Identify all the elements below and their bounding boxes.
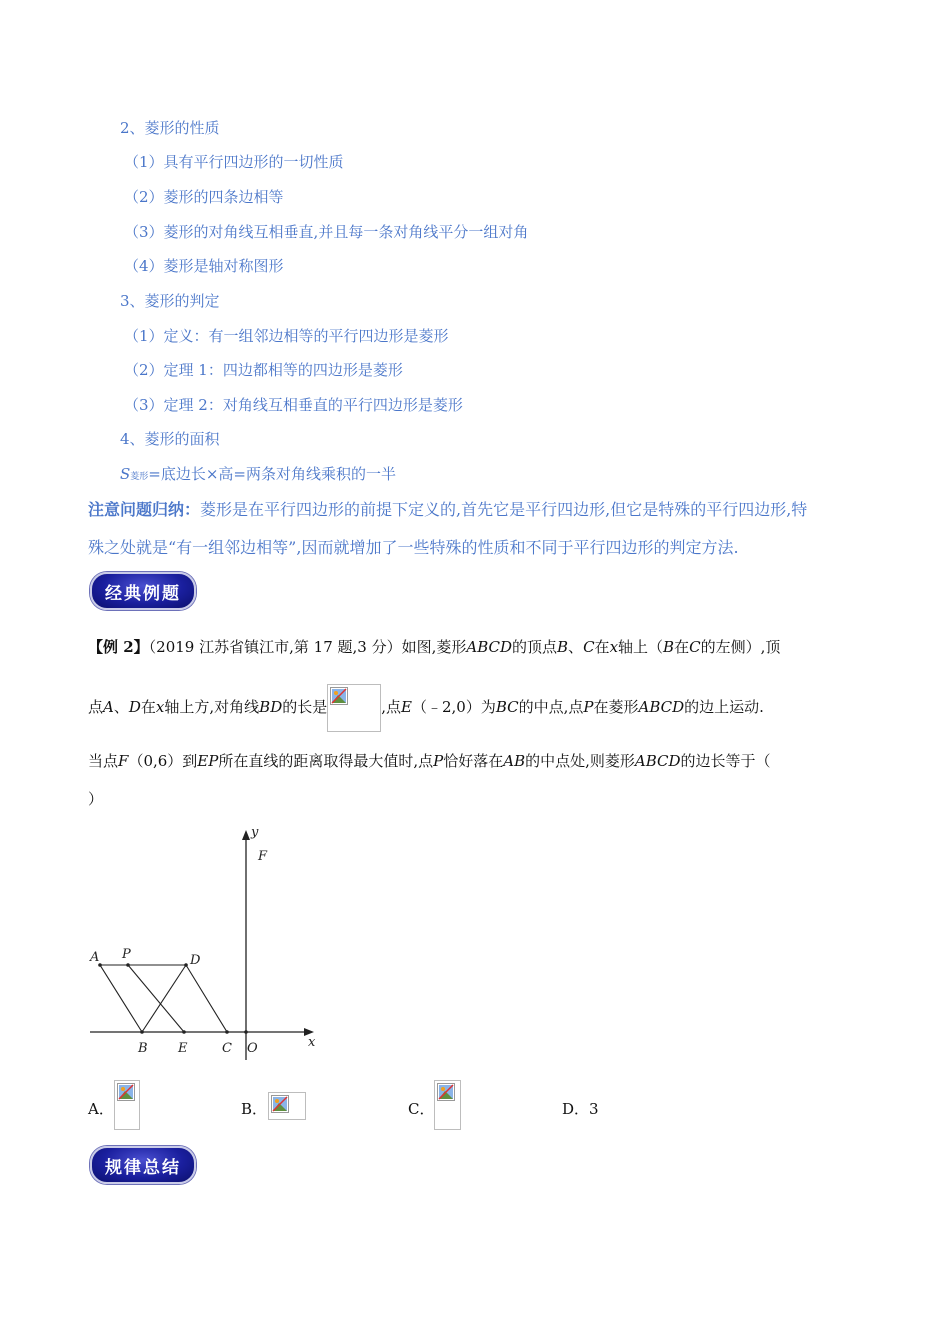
property-item-4: （4）菱形是轴对称图形	[124, 257, 284, 275]
examples-badge: 经典例题	[90, 572, 196, 610]
example-line-4: ）	[88, 790, 104, 808]
y-axis-arrow	[242, 830, 250, 840]
note-title: 注意问题归纳：	[88, 500, 201, 519]
criteria-heading: 3、菱形的判定	[120, 292, 220, 310]
option-a-label: A．	[88, 1100, 114, 1118]
property-item-3: （3）菱形的对角线互相垂直,并且每一条对角线平分一组对角	[124, 223, 529, 241]
option-d-value: 3	[589, 1100, 599, 1118]
note-body-2: 殊之处就是“有一组邻边相等”,因而就增加了一些特殊的性质和不同于平行四边形的判定方法.	[88, 538, 739, 557]
property-item-2: （2）菱形的四条边相等	[124, 188, 284, 206]
area-symbol: S	[120, 465, 131, 483]
label-p: P	[122, 947, 131, 962]
point-b	[140, 1030, 144, 1034]
note-line-2	[88, 535, 739, 558]
point-c	[225, 1030, 229, 1034]
point-e	[182, 1030, 186, 1034]
option-c-image-icon	[434, 1080, 461, 1130]
option-b-label: B．	[241, 1100, 268, 1118]
summary-badge: 规律总结	[90, 1146, 196, 1184]
criteria-item-3: （3）定理 2：对角线互相垂直的平行四边形是菱形	[124, 396, 463, 414]
label-a: A	[90, 950, 100, 965]
label-x: x	[308, 1035, 316, 1050]
label-c: C	[222, 1041, 232, 1056]
option-a-image-icon	[114, 1080, 140, 1130]
bd-length-image-icon	[327, 684, 381, 732]
label-y: y	[251, 825, 259, 840]
criteria-item-2: （2）定理 1：四边都相等的四边形是菱形	[124, 361, 403, 379]
example-label: 【例 2】	[88, 638, 149, 656]
label-b: B	[138, 1041, 148, 1056]
label-d: D	[190, 953, 201, 968]
option-b[interactable]	[241, 1098, 267, 1119]
option-b-image-icon	[268, 1092, 306, 1120]
segment-pe	[128, 965, 184, 1032]
option-c-label: C．	[408, 1100, 435, 1118]
option-c[interactable]	[408, 1098, 434, 1119]
option-a[interactable]	[88, 1098, 114, 1119]
diagonal-bd	[142, 965, 186, 1032]
label-o: O	[247, 1041, 258, 1056]
properties-heading: 2、菱形的性质	[120, 119, 220, 137]
example-line-2: 点A、D在x轴上方,对角线BD的长是 ,点E（﹣2,0）为BC的中点,点P在菱形ABCD的边上运动.	[88, 684, 764, 732]
area-heading: 4、菱形的面积	[120, 430, 220, 448]
example-line-3: 当点F（0,6）到EP所在直线的距离取得最大值时,点P恰好落在AB的中点处,则菱形ABCD的边长等于（	[88, 752, 771, 770]
point-p	[126, 963, 130, 967]
area-formula	[120, 463, 396, 484]
area-subscript: 菱形	[130, 472, 149, 482]
property-item-1: （1）具有平行四边形的一切性质	[124, 153, 344, 171]
area-formula-text: =底边长×高=两条对角线乘积的一半	[148, 465, 397, 483]
point-o	[244, 1030, 248, 1034]
criteria-item-1: （1）定义：有一组邻边相等的平行四边形是菱形	[124, 327, 449, 345]
point-d	[184, 963, 188, 967]
rhombus-figure	[82, 820, 332, 1070]
label-e: E	[178, 1041, 188, 1056]
note-body-1: 菱形是在平行四边形的前提下定义的,首先它是平行四边形,但它是特殊的平行四边形,特	[200, 500, 808, 519]
label-f: F	[258, 849, 268, 864]
note-line-1	[88, 497, 807, 520]
example-line-1: 【例 2】（2019 江苏省镇江市,第 17 题,3 分）如图,菱形ABCD的顶点B、C在x轴上（B在C的左侧）,顶	[88, 638, 781, 656]
option-d[interactable]	[562, 1098, 599, 1119]
option-d-label: D．	[562, 1100, 590, 1118]
